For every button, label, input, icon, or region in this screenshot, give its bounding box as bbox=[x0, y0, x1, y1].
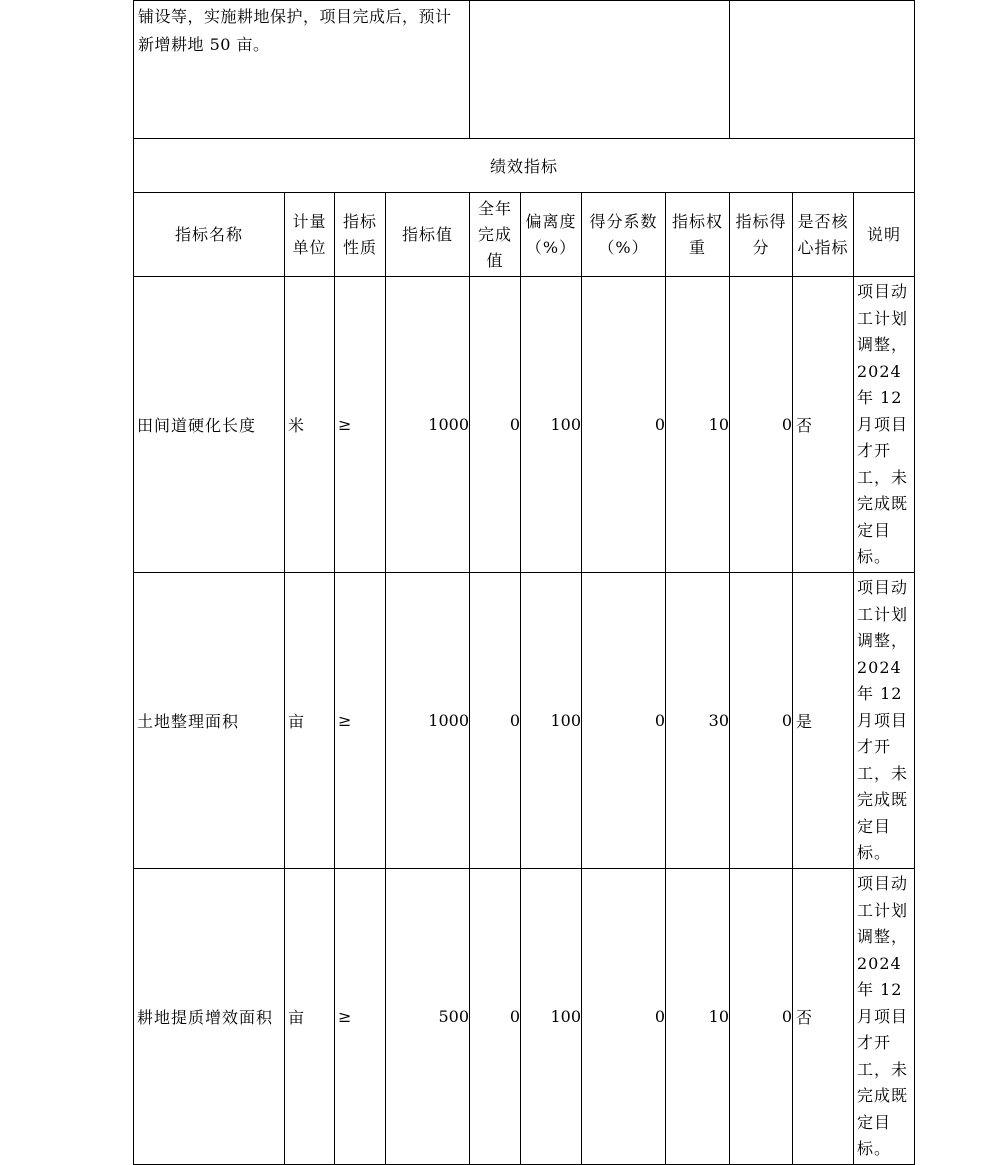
indicator-name: 土地整理面积 bbox=[134, 573, 285, 869]
description-cell bbox=[134, 1, 470, 139]
header-score: 指标得分 bbox=[730, 193, 793, 277]
header-nature: 指标性质 bbox=[335, 193, 386, 277]
header-value: 指标值 bbox=[386, 193, 470, 277]
indicator-note: 项目动工计划调整，2024 年 12 月项目才开工，未完成既定目标。 bbox=[854, 573, 915, 869]
indicator-score: 0 bbox=[730, 277, 793, 573]
header-completed: 全年完成值 bbox=[470, 193, 521, 277]
indicator-deviation: 100 bbox=[521, 277, 582, 573]
header-deviation: 偏离度（%） bbox=[521, 193, 582, 277]
header-unit: 计量单位 bbox=[285, 193, 335, 277]
indicator-completed: 0 bbox=[470, 277, 521, 573]
table-row bbox=[134, 277, 915, 573]
indicator-completed: 0 bbox=[470, 869, 521, 1165]
indicator-deviation: 100 bbox=[521, 869, 582, 1165]
indicator-nature: ≥ bbox=[335, 869, 386, 1165]
indicator-name: 耕地提质增效面积 bbox=[134, 869, 285, 1165]
performance-table bbox=[133, 138, 915, 1165]
indicator-deviation: 100 bbox=[521, 573, 582, 869]
indicator-value: 1000 bbox=[386, 573, 470, 869]
indicator-unit: 米 bbox=[285, 277, 335, 573]
indicator-nature: ≥ bbox=[335, 573, 386, 869]
indicator-core: 否 bbox=[793, 277, 854, 573]
indicator-value: 1000 bbox=[386, 277, 470, 573]
description-blank-cell-2 bbox=[730, 1, 915, 139]
indicator-note: 项目动工计划调整，2024 年 12 月项目才开工，未完成既定目标。 bbox=[854, 869, 915, 1165]
header-note: 说明 bbox=[854, 193, 915, 277]
header-core: 是否核心指标 bbox=[793, 193, 854, 277]
indicator-unit: 亩 bbox=[285, 869, 335, 1165]
indicator-weight: 10 bbox=[666, 277, 730, 573]
indicator-weight: 10 bbox=[666, 869, 730, 1165]
table-row bbox=[134, 869, 915, 1165]
indicator-coefficient: 0 bbox=[582, 869, 666, 1165]
description-text: 铺设等，实施耕地保护，项目完成后，预计新增耕地 50 亩。 bbox=[138, 7, 452, 54]
indicator-score: 0 bbox=[730, 869, 793, 1165]
indicator-completed: 0 bbox=[470, 573, 521, 869]
section-title: 绩效指标 bbox=[134, 139, 915, 193]
indicator-coefficient: 0 bbox=[582, 277, 666, 573]
indicator-weight: 30 bbox=[666, 573, 730, 869]
indicator-note: 项目动工计划调整，2024 年 12 月项目才开工，未完成既定目标。 bbox=[854, 277, 915, 573]
indicator-name: 田间道硬化长度 bbox=[134, 277, 285, 573]
header-coefficient: 得分系数（%） bbox=[582, 193, 666, 277]
indicator-value: 500 bbox=[386, 869, 470, 1165]
indicator-unit: 亩 bbox=[285, 573, 335, 869]
description-blank-cell bbox=[470, 1, 730, 139]
indicator-coefficient: 0 bbox=[582, 573, 666, 869]
indicator-core: 否 bbox=[793, 869, 854, 1165]
description-table bbox=[133, 0, 915, 139]
header-weight: 指标权重 bbox=[666, 193, 730, 277]
table-row bbox=[134, 573, 915, 869]
indicator-core: 是 bbox=[793, 573, 854, 869]
indicator-score: 0 bbox=[730, 573, 793, 869]
header-name: 指标名称 bbox=[134, 193, 285, 277]
indicator-nature: ≥ bbox=[335, 277, 386, 573]
